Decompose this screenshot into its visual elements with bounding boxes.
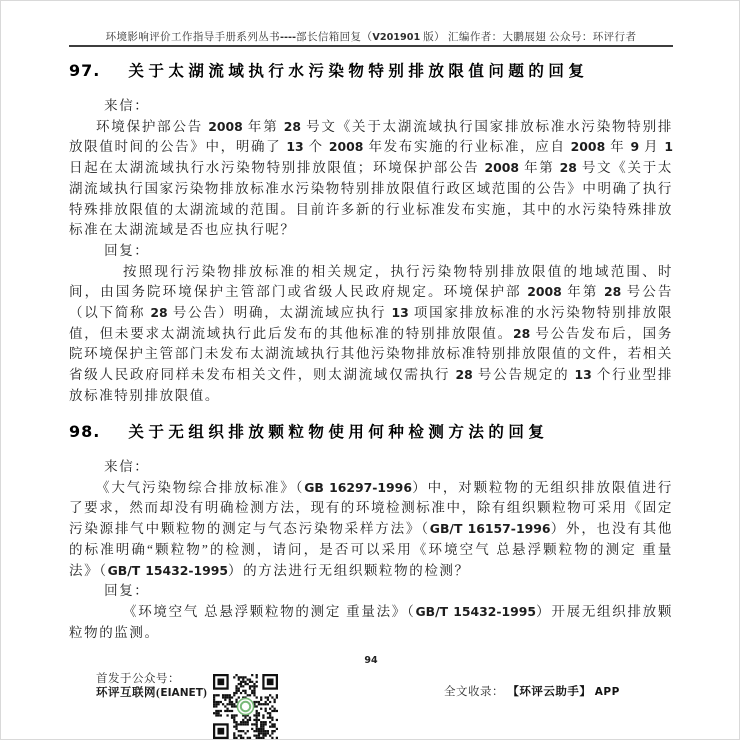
footer-app-note [444, 683, 620, 699]
footer-app-prefix: 全文收录： [444, 686, 504, 698]
section-98-heading [69, 420, 673, 442]
section-98 [69, 420, 673, 643]
section-97-title: 关于太湖流域执行水污染物特别排放限值问题的回复 [128, 63, 589, 80]
reply-paragraph: 《环境空气 总悬浮颗粒物的测定 重量法》（GB/T 15432-1995）开展无组织排放颗粒物的监测。 [69, 603, 673, 640]
document-header: 环境影响评价工作指导手册系列丛书----部长信箱回复（V201901 版） 汇编作者：大鹏展翅 公众号：环评行者 [105, 32, 637, 43]
letter-label: 来信： [104, 459, 150, 474]
footer-publisher [96, 672, 207, 700]
reply-paragraph: 按照现行污染物排放标准的相关规定，执行污染物特别排放限值的地域范围、时间，由国务院环境保护主管部门或省级人民政府规定。环境保护部 2008 年第 28 号公告（以下简称 28 号公告）明确，太湖流域应执行 13 项国家排放标准的水污染物特别排放限值，但未要求太湖流域执行此后发布的其他标准的特别排放限值。28 号公告发布后，国务院环境保护主管部门未发布太湖流域执行其他污染物排放标准特别排放限值的文件，若相关省级人民政府同样未发布相关文件，则太湖流域仅需执行 28 号公告规定的 13 个行业型排放标准特别排放限值。 [69, 263, 674, 403]
section-98-body [69, 457, 673, 643]
footer-publisher-line1: 首发于公众号： [96, 673, 180, 685]
page-number: 94 [364, 655, 378, 666]
letter-paragraph: 《大气污染物综合排放标准》（GB 16297-1996）中，对颗粒物的无组织排放限值进行了要求，然而却没有明确检测方法，现有的环境检测标准中，除有组织颗粒物可采用《固定污染源排气中颗粒物的测定与气态污染物采样方法》（GB/T 16157-1996）外，也没有其他的标准明确“颗粒物”的检测，请问，是否可以采用《环境空气 总悬浮颗粒物的测定 重量法》（GB/T 15432-1995）的方法进行无组织颗粒物的检测？ [69, 479, 673, 578]
qr-code [213, 674, 278, 739]
section-97-heading [69, 59, 673, 81]
letter-label: 来信： [104, 98, 150, 113]
section-97-number: 97. [69, 61, 101, 80]
reply-label: 回复： [104, 583, 150, 599]
section-97-body [69, 96, 673, 407]
section-98-number: 98. [69, 422, 101, 441]
footer-app-suffix: APP [594, 686, 620, 698]
qr-code-svg [213, 674, 278, 739]
letter-paragraph: 环境保护部公告 2008 年第 28 号文《关于太湖流域执行国家排放标准水污染物特别排放限值时间的公告》中，明确了 13 个 2008 年发布实施的行业标准，应自 2008 年 9 月 1 日起在太湖流域执行水污染物特别排放限值；环境保护部公告 2008 年第 28 号文《关于太湖流域执行国家污染物排放标准水污染物特别排放限值行政区域范围的公告》中明确了执行特殊排放限值的太湖流域的范围。目前许多新的行业标准发布实施，其中的水污染特殊排放标准在太湖流域是否也应执行呢？ [69, 118, 674, 238]
section-98-title: 关于无组织排放颗粒物使用何种检测方法的回复 [128, 424, 549, 441]
reply-label: 回复： [104, 242, 150, 258]
section-97 [69, 59, 673, 407]
footer-app-name: 【环评云助手】 [507, 686, 592, 698]
header-rule [69, 45, 673, 47]
footer-publisher-line2: 环评互联网(EIANET) [96, 687, 208, 699]
